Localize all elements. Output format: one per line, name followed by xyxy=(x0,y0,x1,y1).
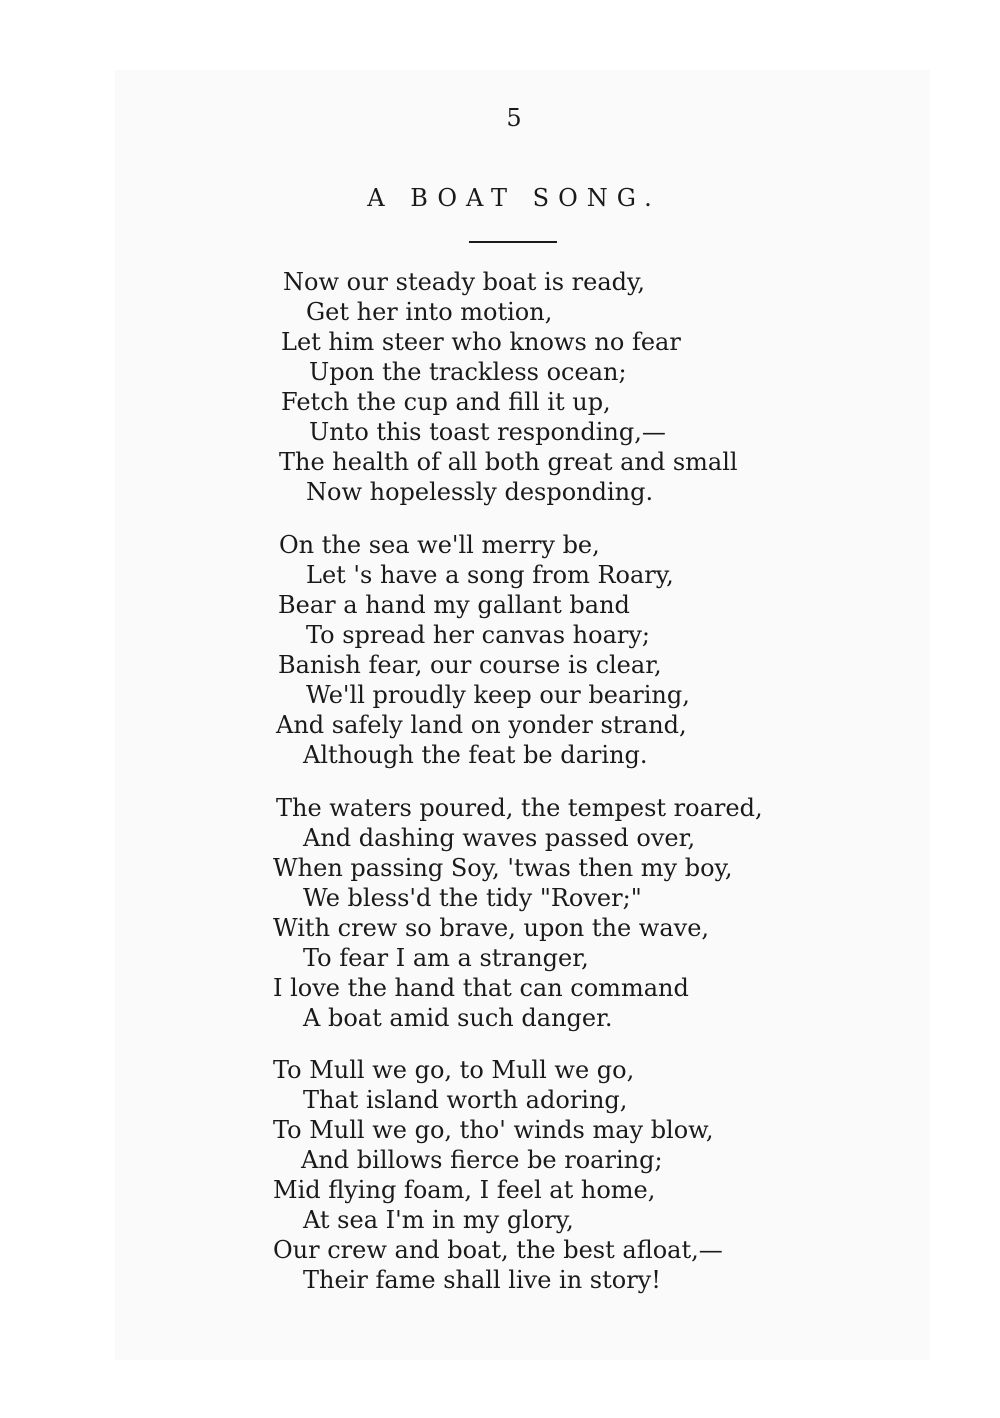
poem-line: Unto this toast responding,— xyxy=(309,418,666,446)
poem-line: I love the hand that can command xyxy=(273,974,689,1002)
poem-line: Bear a hand my gallant band xyxy=(278,591,630,619)
poem-line: Let 's have a song from Roary, xyxy=(306,561,674,589)
poem-line: To Mull we go, tho' winds may blow, xyxy=(273,1116,714,1144)
poem-line: Upon the trackless ocean; xyxy=(309,358,627,386)
poem-line: Their fame shall live in story! xyxy=(303,1266,661,1294)
poem-line: And billows fierce be roaring; xyxy=(301,1146,663,1174)
poem-line: The waters poured, the tempest roared, xyxy=(276,794,763,822)
poem-line: We bless'd the tidy "Rover;" xyxy=(303,884,642,912)
page-number: 5 xyxy=(506,104,522,132)
poem-line: At sea I'm in my glory, xyxy=(303,1206,574,1234)
poem-line: When passing Soy, 'twas then my boy, xyxy=(273,854,733,882)
poem-line: To fear I am a stranger, xyxy=(303,944,589,972)
poem-line: Our crew and boat, the best afloat,— xyxy=(273,1236,723,1264)
poem-line: And dashing waves passed over, xyxy=(303,824,696,852)
poem-line: To spread her canvas hoary; xyxy=(306,621,650,649)
poem-line: With crew so brave, upon the wave, xyxy=(273,914,710,942)
poem-line: To Mull we go, to Mull we go, xyxy=(273,1056,635,1084)
poem-line: Now hopelessly desponding. xyxy=(306,478,654,506)
poem-line: The health of all both great and small xyxy=(279,448,738,476)
poem-line: Get her into motion, xyxy=(306,298,553,326)
poem-line: Let him steer who knows no fear xyxy=(281,328,681,356)
poem-line: Banish fear, our course is clear, xyxy=(278,651,662,679)
poem-title: A BOAT SONG. xyxy=(367,184,661,212)
poem-line: On the sea we'll merry be, xyxy=(279,531,600,559)
title-divider xyxy=(469,241,557,243)
poem-line: Now our steady boat is ready, xyxy=(283,268,646,296)
poem-line: That island worth adoring, xyxy=(303,1086,628,1114)
poem-line: Although the feat be daring. xyxy=(303,741,648,769)
poem-line: And safely land on yonder strand, xyxy=(276,711,687,739)
poem-line: We'll proudly keep our bearing, xyxy=(306,681,690,709)
poem-line: A boat amid such danger. xyxy=(303,1004,613,1032)
poem-line: Mid flying foam, I feel at home, xyxy=(273,1176,656,1204)
poem-line: Fetch the cup and fill it up, xyxy=(281,388,611,416)
